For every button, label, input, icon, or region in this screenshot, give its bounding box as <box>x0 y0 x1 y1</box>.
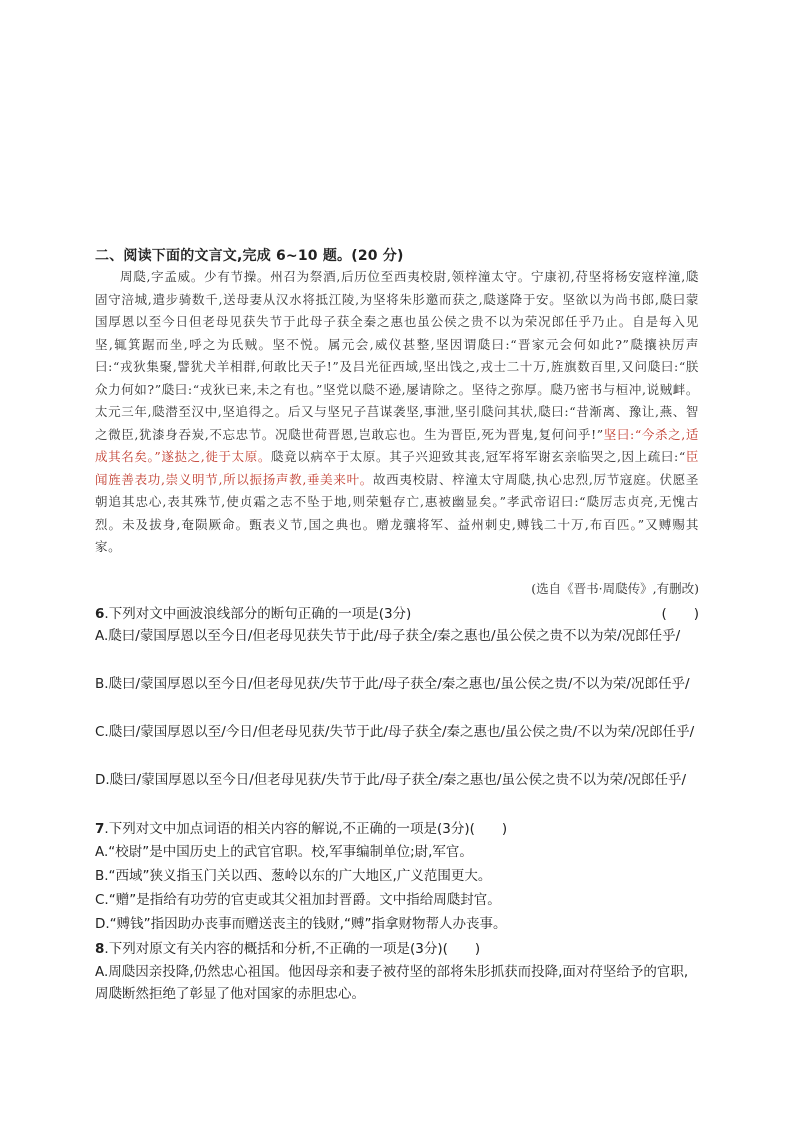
passage-text-1: 周瓞,字孟威。少有节操。州召为祭酒,后历位至西夷校尉,领梓潼太守。宁康初,苻坚将杨安寇梓潼,瓞固守涪城,遣步骑数千,送母妻从汉水将抵江陵,为坚将朱肜邀而获之,瓞遂降于安。坚欲以为尚书郎,瓞曰蒙国厚恩以至今日但老母见获失节于此母子获全秦之惠也虽公侯之贵不以为荣况郎任乎乃止。自是每入见坚,辄箕踞而坐,呼之为氐贼。坚不悦。属元会,威仪甚整,坚因谓瓞曰:“晋家元会何如此?”瓞攘袂厉声曰:“戎狄集聚,譬犹犬羊相群,何敢比天子!”及吕光征西域,坚出饯之,戎士二十万,旌旗数百里,又问瓞曰:“朕众力何如?”瓞曰:“戎狄已来,未之有也。”坚党以瓞不逊,屡请除之。坚待之弥厚。瓞乃密书与桓冲,说贼衅。太元三年,瓞潜至汉中,坚追得之。后又与坚兄子莒谋袭坚,事泄,坚引瓞问其状,瓞曰:“昔渐离、豫让,燕、智之微臣,犹漆身吞炭,不忘忠节。况瓞世荷晋恩,岂敢忘也。生为晋臣,死为晋鬼,复何问乎!” <box>95 269 699 442</box>
question-number: 8 <box>95 941 105 957</box>
passage-highlight-2: 臣闻旌善表功,崇义明节,所以振扬声教,垂美来叶。 <box>95 449 699 487</box>
passage-source: (选自《晋书·周瓞传》,有删改) <box>531 581 699 596</box>
question-text: .下列对原文有关内容的概括和分析,不正确的一项是(3分)( ) <box>104 941 481 957</box>
section-title: 二、阅读下面的文言文,完成 6~10 题。(20 分) <box>95 248 404 264</box>
question-6-option-c: C.瓞曰/蒙国厚恩以至/今日/但老母见获/失节于此/母子获全/秦之惠也/虽公侯之贵/不以为荣/况郎任乎/ <box>95 724 695 740</box>
question-6-stem <box>95 603 699 625</box>
question-8-option-a: A.周瓞因亲投降,仍然忠心祖国。他因母亲和妻子被苻坚的部将朱肜抓获而投降,面对苻坚给予的官职,周瓞断然拒绝了彰显了他对国家的赤胆忠心。 <box>95 964 689 1002</box>
question-number: 6 <box>95 606 105 622</box>
question-6-option-d: D.瓞曰/蒙国厚恩以至今日/但老母见获/失节于此/母子获全/秦之惠也/虽公侯之贵不以为荣/况郎任乎/ <box>95 772 687 788</box>
question-7-option-c: C.“赠”是指给有功劳的官吏或其父祖加封晋爵。文中指给周瓞封官。 <box>95 892 501 908</box>
question-7-option-b: B.“西域”狭义指玉门关以西、葱岭以东的广大地区,广义范围更大。 <box>95 868 492 884</box>
question-8-stem <box>95 938 699 960</box>
question-text: .下列对文中加点词语的相关内容的解说,不正确的一项是(3分)( ) <box>104 821 508 837</box>
question-text: .下列对文中画波浪线部分的断句正确的一项是(3分) <box>104 606 412 622</box>
question-7-stem <box>95 818 699 840</box>
question-number: 7 <box>95 821 105 837</box>
passage-highlight-1: 坚曰:“今杀之,适成其名矣。”遂挞之,徙于太原。 <box>95 426 699 464</box>
classical-passage <box>95 266 699 559</box>
question-7-option-d: D.“赙钱”指因助办丧事而赠送丧主的钱财,“赙”指拿财物帮人办丧事。 <box>95 916 507 932</box>
answer-blank: ( ) <box>661 606 699 622</box>
passage-text-3: 故西夷校尉、梓潼太守周瓞,执心忠烈,厉节寇庭。伏愿圣朝追其忠心,表其殊节,使贞霜之志不坠于地,则荣魁存亡,惠被幽显矣。”孝武帝诏曰:“瓞厉志贞亮,无愧古烈。未及拔身,奄陨厥命。甄表义节,国之典也。赠龙骧将军、益州刺史,赙钱二十万,布百匹。”又赙赐其家。 <box>95 471 699 554</box>
question-7-option-a: A.“校尉”是中国历史上的武官官职。校,军事编制单位;尉,军官。 <box>95 844 473 860</box>
question-6-option-a: A.瓞曰/蒙国厚恩以至今日/但老母见获失节于此/母子获全/秦之惠也/虽公侯之贵不以为荣/况郎任乎/ <box>95 628 681 644</box>
passage-text-2: 瓞竟以病卒于太原。其子兴迎致其丧,冠军将军谢玄亲临哭之,因上疏曰:“ <box>271 449 686 464</box>
question-6-option-b: B.瓞曰/蒙国厚恩以至今日/但老母见获/失节于此/母子获全/秦之惠也/虽公侯之贵/不以为荣/况郎任乎/ <box>95 676 690 692</box>
